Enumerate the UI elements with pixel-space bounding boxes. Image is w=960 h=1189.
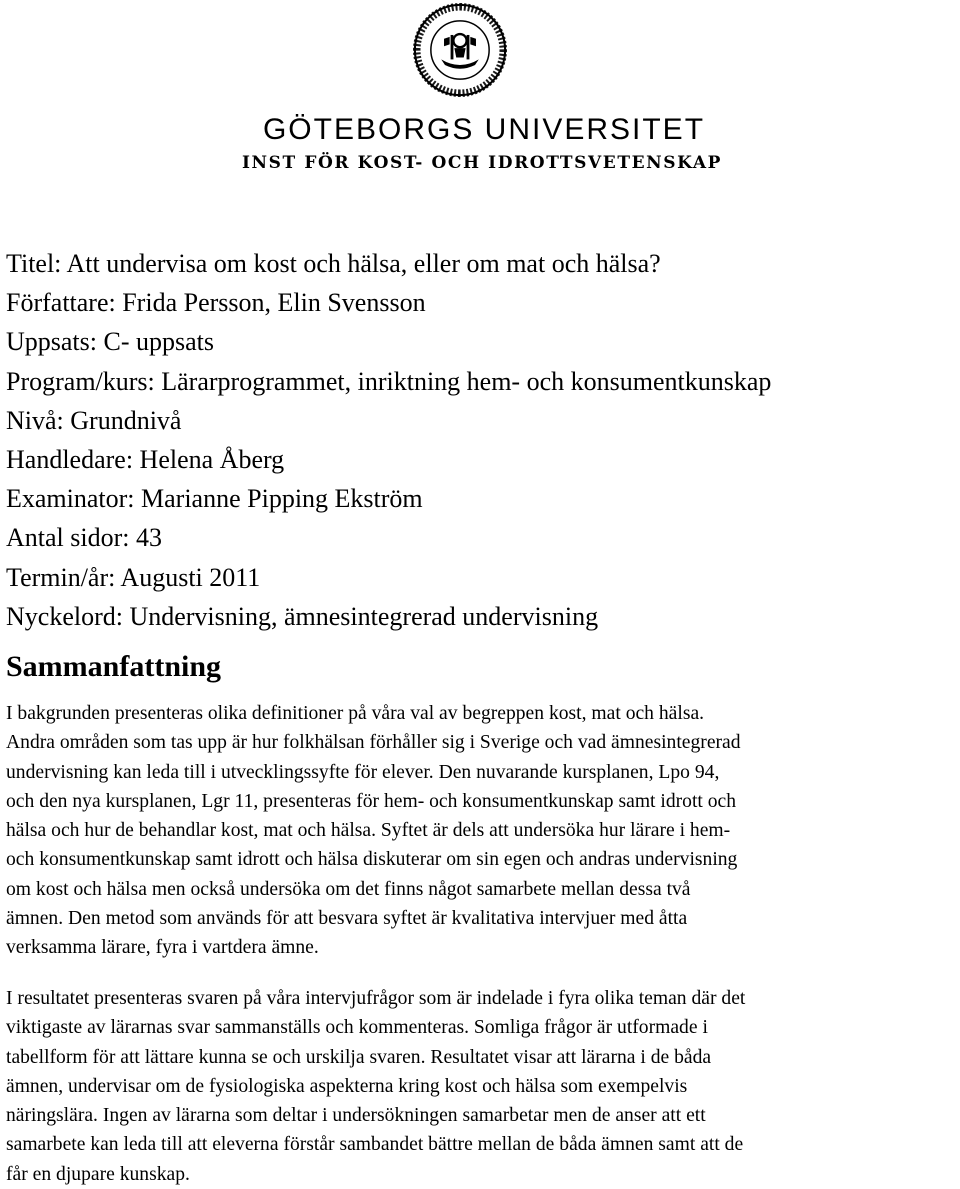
paragraph-line: hälsa och hur de behandlar kost, mat och hälsa. Syftet är dels att undersöka hur lärare i hem- — [6, 820, 731, 842]
paragraph-line: näringslära. Ingen av lärarna som deltar i undersökningen samarbetar men de anser att ett — [6, 1105, 706, 1127]
paragraph-line: undervisning kan leda till i utvecklingssyfte för elever. Den nuvarande kursplanen, Lpo 94, — [6, 761, 720, 783]
summary-heading: Sammanfattning — [6, 650, 222, 683]
summary-paragraph-1 — [6, 699, 956, 963]
paragraph-line: I bakgrunden presenteras olika definitioner på våra val av begreppen kost, mat och hälsa. — [6, 703, 705, 724]
meta-title: Titel: Att undervisa om kost och hälsa, eller om mat och hälsa? — [6, 249, 661, 278]
paragraph-line: samarbete kan leda till att eleverna förstår sambandet bättre mellan de båda ämnen samt att de — [6, 1134, 744, 1156]
meta-keywords: Nyckelord: Undervisning, ämnesintegrerad undervisning — [6, 601, 599, 631]
paragraph-line: tabellform för att lättare kunna se och urskilja svaren. Resultatet visar att lärarna i de båda — [6, 1046, 712, 1068]
summary-paragraph-2 — [6, 984, 956, 1189]
meta-level: Nivå: Grundnivå — [6, 405, 182, 435]
paragraph-line: Andra områden som tas upp är hur folkhälsan förhåller sig i Sverige och vad ämnesintegrerad — [6, 732, 741, 754]
meta-supervisor: Handledare: Helena Åberg — [6, 445, 285, 475]
meta-program: Program/kurs: Lärarprogrammet, inriktning hem- och konsumentkunskap — [6, 366, 772, 396]
paragraph-line: viktigaste av lärarnas svar sammanställs och kommenteras. Somliga frågor är utformade i — [6, 1017, 708, 1039]
paragraph-line: och den nya kursplanen, Lgr 11, presenteras för hem- och konsumentkunskap samt idrott och — [6, 790, 737, 812]
department-name: INST FÖR KOST- OCH IDROTTSVETENSKAP — [241, 153, 723, 173]
meta-term: Termin/år: Augusti 2011 — [6, 562, 261, 592]
paragraph-line: ämnen. Den metod som används för att besvara syftet är kvalitativa intervjuer med åtta — [6, 908, 688, 930]
paragraph-line: I resultatet presenteras svaren på våra intervjufrågor som är indelade i fyra olika teman där det — [6, 988, 746, 1009]
paragraph-line: ämnen, undervisar om de fysiologiska aspekterna kring kost och hälsa som exempelvis — [6, 1075, 688, 1097]
university-name: GÖTEBORGS UNIVERSITET — [262, 113, 706, 146]
meta-thesis-type: Uppsats: C- uppsats — [6, 327, 214, 357]
meta-page-count: Antal sidor: 43 — [6, 523, 162, 553]
meta-examiner: Examinator: Marianne Pipping Ekström — [6, 484, 423, 514]
paragraph-line: får en djupare kunskap. — [6, 1163, 190, 1185]
paragraph-line: och konsumentkunskap samt idrott och hälsa diskuterar om sin egen och andras undervisning — [6, 849, 738, 871]
paragraph-line: verksamma lärare, fyra i vartdera ämne. — [6, 937, 319, 959]
meta-authors: Författare: Frida Persson, Elin Svensson — [6, 288, 426, 318]
paragraph-line: om kost och hälsa men också undersöka om det finns något samarbete mellan dessa två — [6, 878, 691, 900]
university-seal-logo — [413, 3, 507, 97]
thesis-metadata — [6, 244, 946, 636]
